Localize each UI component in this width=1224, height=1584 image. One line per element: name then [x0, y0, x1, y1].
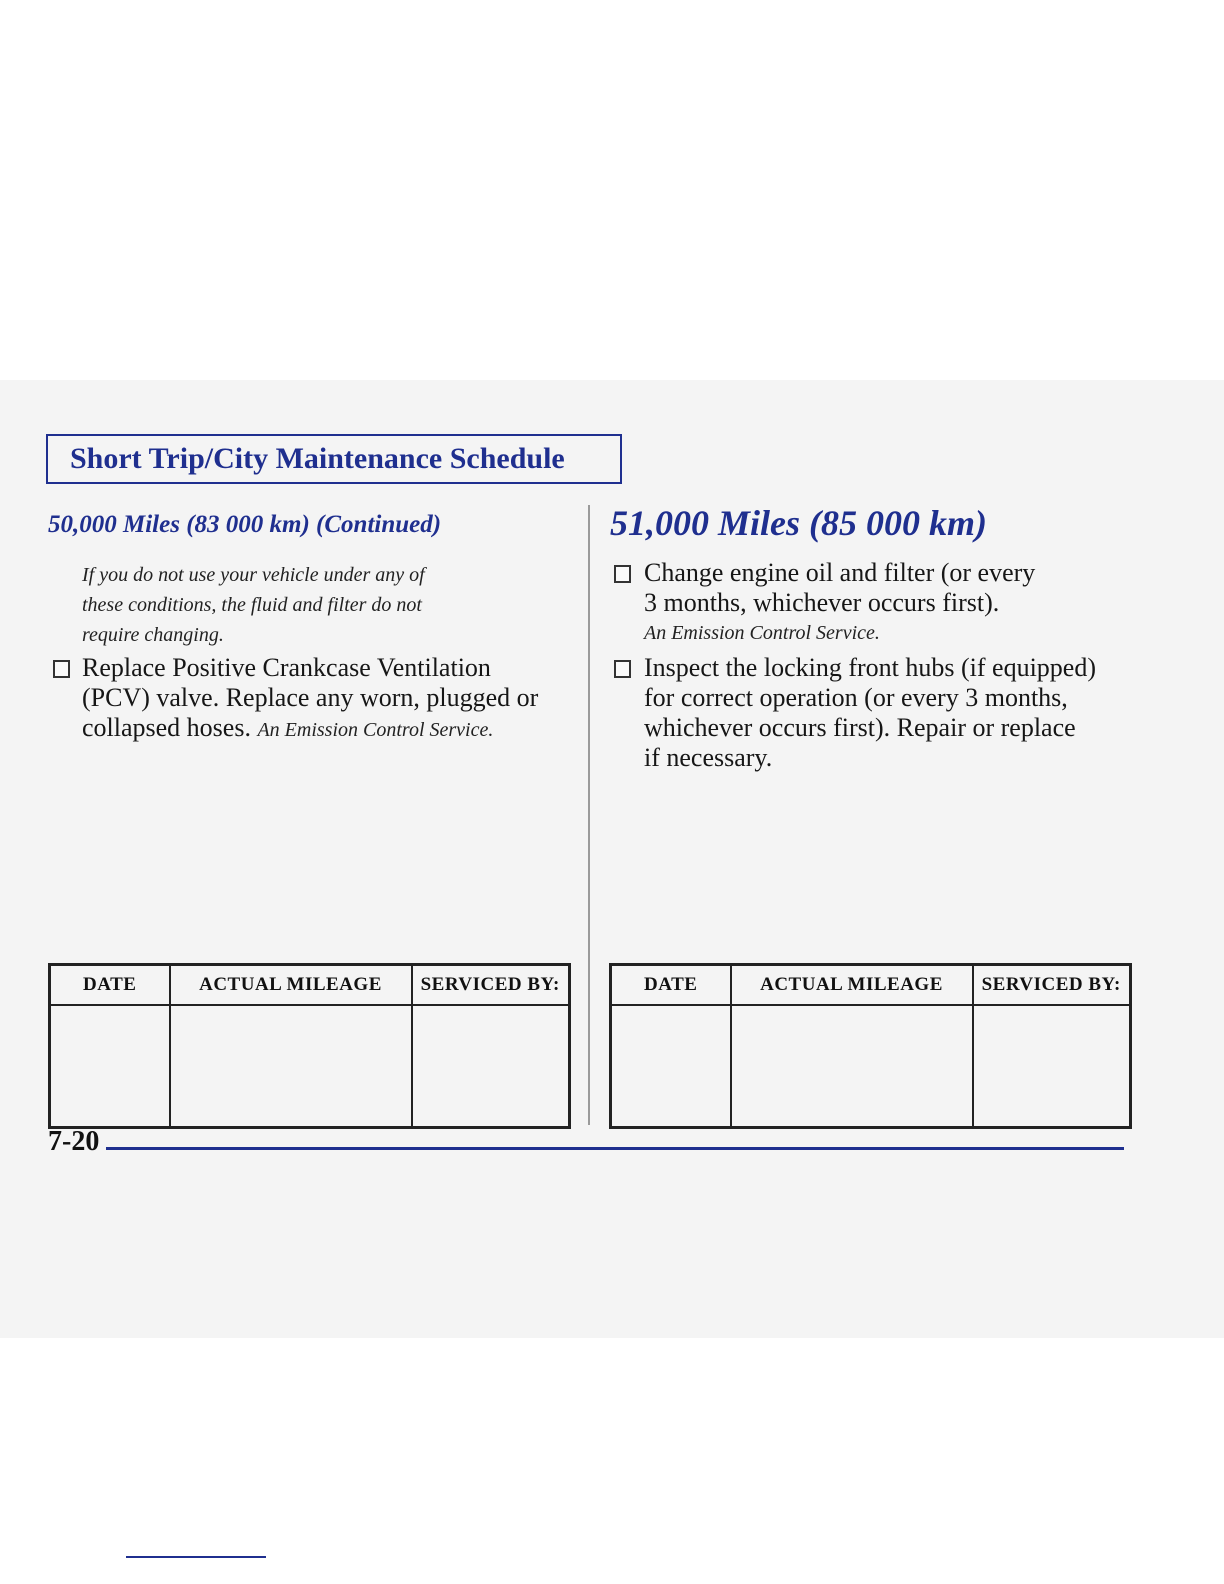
item-line: Change engine oil and filter (or every: [644, 558, 1036, 587]
front-hubs-checkbox[interactable]: [614, 660, 631, 678]
serviced-by-cell[interactable]: [973, 1005, 1131, 1128]
emission-note: An Emission Control Service.: [257, 719, 494, 741]
bottom-accent-rule: [126, 1556, 266, 1558]
serviced-by-cell[interactable]: [412, 1005, 570, 1128]
mileage-cell[interactable]: [731, 1005, 973, 1128]
note-line: If you do not use your vehicle under any of: [82, 564, 425, 586]
left-note: [82, 560, 522, 650]
table-header-row: [611, 965, 1131, 1006]
mileage-header: ACTUAL MILEAGE: [170, 965, 412, 1006]
item-line: for correct operation (or every 3 months,: [644, 683, 1068, 712]
footer-rule: [106, 1147, 1124, 1150]
left-item-pcv: [82, 653, 538, 745]
right-item-oil-change: [644, 558, 1035, 648]
item-line: 3 months, whichever occurs first).: [644, 588, 1000, 617]
note-line: require changing.: [82, 624, 224, 646]
column-divider: [588, 505, 590, 1125]
date-header: DATE: [611, 965, 731, 1006]
table-header-row: [50, 965, 570, 1006]
emission-note: An Emission Control Service.: [644, 622, 880, 644]
right-service-log-table: [609, 963, 1132, 1129]
item-line: Replace Positive Crankcase Ventilation: [82, 653, 491, 682]
item-line: Inspect the locking front hubs (if equipped): [644, 653, 1096, 682]
section-title-box: [46, 434, 622, 484]
serviced-by-header: SERVICED BY:: [412, 965, 570, 1006]
right-heading: 51,000 Miles (85 000 km): [610, 503, 987, 543]
table-row: [611, 1005, 1131, 1128]
table-row: [50, 1005, 570, 1128]
mileage-header: ACTUAL MILEAGE: [731, 965, 973, 1006]
section-title: Short Trip/City Maintenance Schedule: [70, 442, 565, 475]
left-heading: 50,000 Miles (83 000 km) (Continued): [48, 511, 442, 538]
date-header: DATE: [50, 965, 170, 1006]
oil-change-checkbox[interactable]: [614, 565, 631, 583]
date-cell[interactable]: [611, 1005, 731, 1128]
left-service-log-table: [48, 963, 571, 1129]
right-item-front-hubs: [644, 653, 1096, 773]
item-text: collapsed hoses.: [82, 713, 251, 742]
mileage-cell[interactable]: [170, 1005, 412, 1128]
item-line: whichever occurs first). Repair or replace: [644, 713, 1076, 742]
item-line: [82, 713, 538, 745]
pcv-checkbox[interactable]: [53, 660, 70, 678]
serviced-by-header: SERVICED BY:: [973, 965, 1131, 1006]
date-cell[interactable]: [50, 1005, 170, 1128]
item-line: if necessary.: [644, 743, 773, 772]
item-line: (PCV) valve. Replace any worn, plugged or: [82, 683, 539, 712]
page-number: 7-20: [48, 1126, 100, 1157]
note-line: these conditions, the fluid and filter do not: [82, 594, 422, 616]
